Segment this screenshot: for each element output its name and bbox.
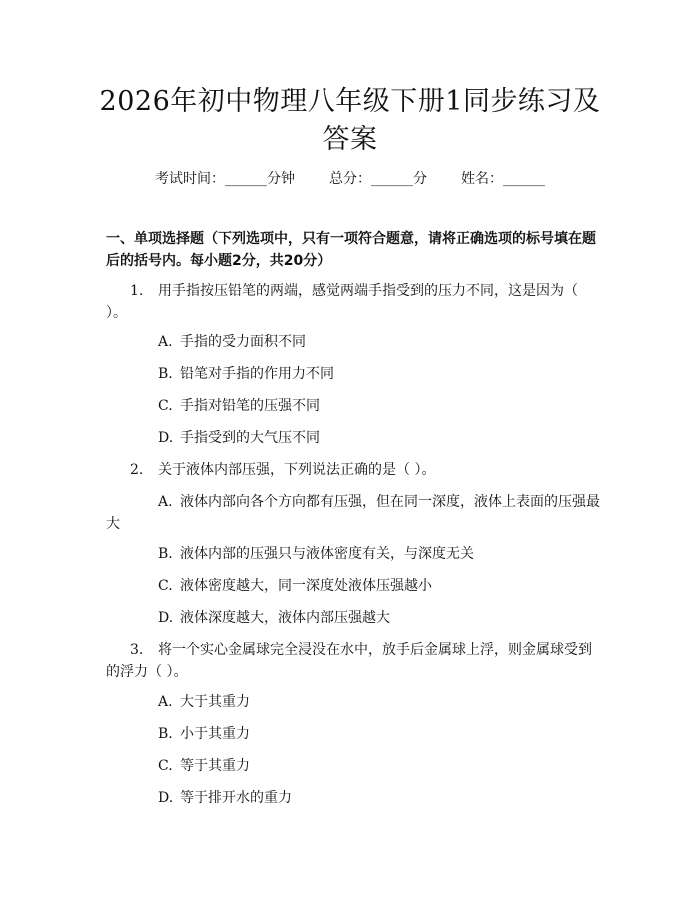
exam-score: 总分：______分 bbox=[329, 171, 427, 187]
option-label: C. bbox=[158, 578, 173, 594]
question-1-option-a bbox=[106, 331, 602, 353]
option-label: D. bbox=[158, 610, 174, 626]
option-text: 液体内部向各个方向都有压强，但在同一深度，液体上表面的压强最大 bbox=[106, 494, 600, 532]
question-2-option-a bbox=[106, 491, 602, 535]
question-1-option-b bbox=[106, 363, 602, 385]
question-text: 关于液体内部压强，下列说法正确的是（ ）。 bbox=[158, 462, 436, 478]
option-label: D. bbox=[158, 430, 174, 446]
exam-meta bbox=[0, 169, 700, 189]
question-1-option-d bbox=[106, 427, 602, 449]
option-text: 大于其重力 bbox=[180, 694, 250, 710]
option-label: A. bbox=[158, 494, 173, 510]
question-2-option-b bbox=[106, 543, 602, 565]
question-3-option-b bbox=[106, 723, 602, 745]
exam-time: 考试时间：______分钟 bbox=[155, 171, 295, 187]
question-2 bbox=[106, 459, 602, 481]
question-1 bbox=[106, 280, 602, 324]
option-label: C. bbox=[158, 758, 173, 774]
option-text: 液体深度越大，液体内部压强越大 bbox=[180, 610, 390, 626]
option-text: 液体密度越大，同一深度处液体压强越小 bbox=[180, 578, 432, 594]
question-number: 3. bbox=[130, 642, 144, 658]
option-text: 等于其重力 bbox=[180, 758, 250, 774]
question-number: 2. bbox=[130, 462, 144, 478]
question-3-option-a bbox=[106, 691, 602, 713]
option-text: 手指受到的大气压不同 bbox=[180, 430, 320, 446]
option-label: B. bbox=[158, 366, 173, 382]
option-text: 铅笔对手指的作用力不同 bbox=[180, 366, 334, 382]
question-1-option-c bbox=[106, 395, 602, 417]
question-3-option-c bbox=[106, 755, 602, 777]
option-label: D. bbox=[158, 790, 174, 806]
question-number: 1. bbox=[130, 283, 144, 299]
exam-name: 姓名：______ bbox=[461, 171, 545, 187]
question-text: 用手指按压铅笔的两端，感觉两端手指受到的压力不同，这是因为（ ）。 bbox=[106, 283, 578, 321]
question-2-option-d bbox=[106, 607, 602, 629]
question-3-option-d bbox=[106, 787, 602, 809]
option-label: B. bbox=[158, 546, 173, 562]
option-label: A. bbox=[158, 694, 173, 710]
page-title: 2026年初中物理八年级下册1同步练习及答案 bbox=[99, 86, 601, 155]
section-heading: 一、单项选择题（下列选项中，只有一项符合题意，请将正确选项的标号填在题后的括号内。每小题2分，共20分） bbox=[106, 231, 596, 269]
option-label: C. bbox=[158, 398, 173, 414]
option-label: B. bbox=[158, 726, 173, 742]
option-label: A. bbox=[158, 334, 173, 350]
option-text: 小于其重力 bbox=[180, 726, 250, 742]
question-text: 将一个实心金属球完全浸没在水中，放手后金属球上浮，则金属球受到的浮力（ ）。 bbox=[106, 642, 592, 680]
option-text: 液体内部的压强只与液体密度有关，与深度无关 bbox=[180, 546, 474, 562]
option-text: 等于排开水的重力 bbox=[180, 790, 292, 806]
question-3 bbox=[106, 639, 602, 683]
question-2-option-c bbox=[106, 575, 602, 597]
option-text: 手指的受力面积不同 bbox=[180, 334, 306, 350]
option-text: 手指对铅笔的压强不同 bbox=[180, 398, 320, 414]
